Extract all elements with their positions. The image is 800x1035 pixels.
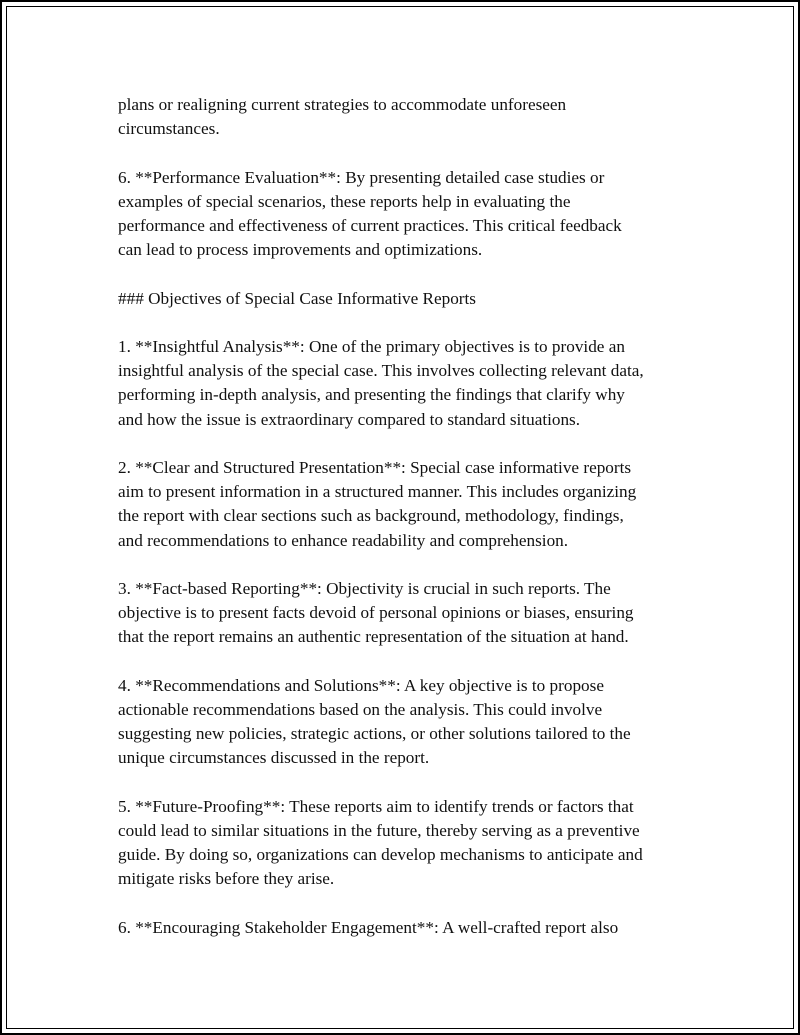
paragraph-stakeholder-engagement: 6. **Encouraging Stakeholder Engagement**: A well-crafted report also bbox=[118, 917, 619, 937]
paragraph-insightful-analysis: 1. **Insightful Analysis**: One of the primary objectives is to provide an insightful analysis of the special case. This involves collecting relevant data, performing in-depth analysis, and presenting the findings that clarify why and how the issue is extraordinary compared to standard situations. bbox=[118, 336, 644, 429]
section-heading-objectives: ### Objectives of Special Case Informative Reports bbox=[118, 288, 476, 308]
paragraph-fact-based-reporting: 3. **Fact-based Reporting**: Objectivity is crucial in such reports. The objective is to present facts devoid of personal opinions or biases, ensuring that the report remains an authentic representation of the situation at hand. bbox=[118, 578, 634, 647]
paragraph-performance-evaluation: 6. **Performance Evaluation**: By presenting detailed case studies or examples of special scenarios, these reports help in evaluating the performance and effectiveness of current practices. This critical feedback can lead to process improvements and optimizations. bbox=[118, 167, 622, 260]
document-body bbox=[118, 93, 718, 964]
paragraph-continuation: plans or realigning current strategies to accommodate unforeseen circumstances. bbox=[118, 95, 567, 139]
paragraph-structured-presentation: 2. **Clear and Structured Presentation**: Special case informative reports aim to present information in a structured manner. This includes organizing the report with clear sections such as background, methodology, findings, and recommendations to enhance readability and comprehension. bbox=[118, 457, 637, 550]
paragraph-future-proofing: 5. **Future-Proofing**: These reports aim to identify trends or factors that could lead to similar situations in the future, thereby serving as a preventive guide. By doing so, organizations can develop mechanisms to anticipate and mitigate risks before they arise. bbox=[118, 796, 643, 889]
paragraph-recommendations: 4. **Recommendations and Solutions**: A key objective is to propose actionable recommendations based on the analysis. This could involve suggesting new policies, strategic actions, or other solutions tailored to the unique circumstances discussed in the report. bbox=[118, 675, 631, 768]
